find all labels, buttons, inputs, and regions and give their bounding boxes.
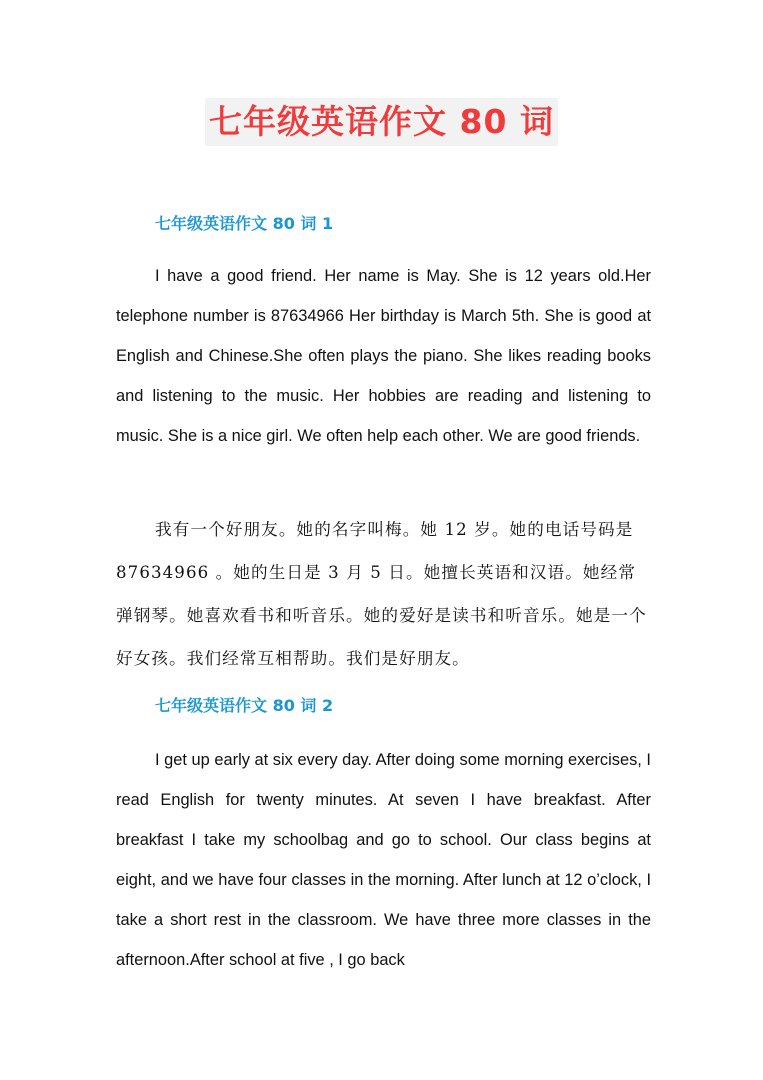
section-heading-1: 七年级英语作文 80 词 1 (155, 214, 334, 233)
section-1-english-paragraph: I have a good friend. Her name is May. She is 12 years old.Her telephone number is 87634966 Her birthday is March 5th. She is good at English and Chinese.She often plays the piano. She likes reading books and listening to the music. Her hobbies are reading and listening to music. She is a nice girl. We often help each other. We are good friends. (116, 267, 651, 445)
title-container (0, 98, 763, 146)
section-2-english-paragraph: I get up early at six every day. After doing some morning exercises, I read English for twenty minutes. At seven I have breakfast. After breakfast I take my schoolbag and go to school. Our class begins at eight, and we have four classes in the morning. After lunch at 12 o’clock, I take a short rest in the classroom. We have three more classes in the afternoon.After school at five , I go back (116, 751, 651, 969)
section-heading-2: 七年级英语作文 80 词 2 (155, 696, 334, 715)
section-1-chinese-paragraph: 我有一个好朋友。她的名字叫梅。她 12 岁。她的电话号码是 87634966 。她的生日是 3 月 5 日。她擅长英语和汉语。她经常弹钢琴。她喜欢看书和听音乐。她的爱好是读书和听音乐。她是一个好女孩。我们经常互相帮助。我们是好朋友。 (116, 520, 647, 668)
document-title: 七年级英语作文 80 词 (205, 98, 558, 146)
